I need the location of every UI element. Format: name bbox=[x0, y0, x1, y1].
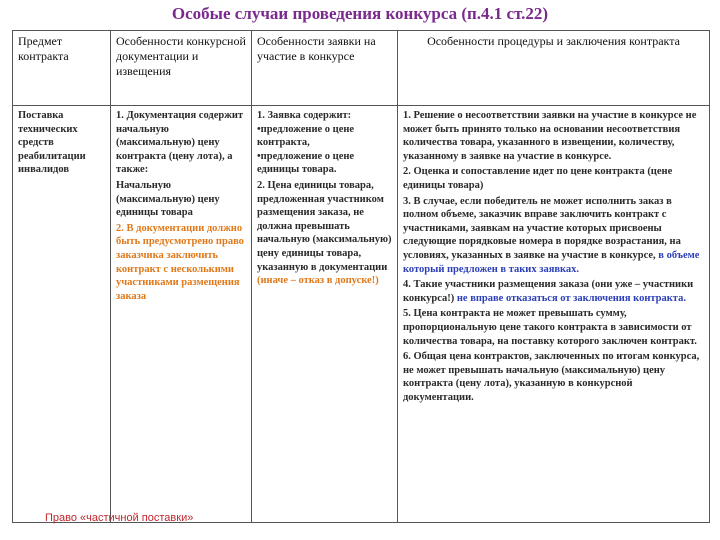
header-subject: Предмет контракта bbox=[13, 31, 111, 106]
app-bullet-unit: •предложение о цене единицы товара. bbox=[257, 150, 355, 176]
cell-application bbox=[252, 106, 398, 523]
doc-point-price: Начальную (максимальную) цену единицы товара bbox=[116, 179, 220, 219]
proc-point-2: 2. Оценка и сопоставление идет по цене контракта (цене единицы товара) bbox=[403, 166, 673, 191]
header-documentation: Особенности конкурсной документации и извещения bbox=[111, 31, 252, 106]
cell-subject: Поставка технических средств реабилитации инвалидов bbox=[13, 106, 111, 523]
proc-point-4 bbox=[403, 278, 704, 305]
doc-point-2: 2. В документации должно быть предусмотрено право заказчика заключить контракт с несколькими участниками размещения заказа bbox=[116, 222, 244, 302]
doc-point-1: 1. Документация содержит начальную (максимальную) цену контракта (цену лота), а также: bbox=[116, 110, 244, 176]
proc-point-3 bbox=[403, 195, 704, 277]
proc-point-4-highlight: не вправе отказаться от заключения контракта. bbox=[456, 292, 686, 304]
app-point-2-text: 2. Цена единицы товара, предложенная участником размещения заказа, не должна превышать начальную (максимальную) цену единицы товара, указанную в документации bbox=[257, 179, 392, 273]
app-bullet-contract: •предложение о цене контракта, bbox=[257, 123, 355, 149]
partial-delivery-note: Право «частичной поставки» bbox=[45, 512, 194, 524]
header-procedure: Особенности процедуры и заключения контракта bbox=[398, 31, 710, 106]
proc-point-3-highlight: в объеме который предложен в таких заявках. bbox=[403, 249, 700, 275]
proc-point-3-text: 3. В случае, если победитель не может исполнить заказ в полном объеме, заказчик вправе заключить контракт с участниками, заявкам на участие которых присвоены следующие порядковые номера в порядке возрастания, на условиях, указанных в заявке на участие в конкурсе, bbox=[403, 195, 681, 261]
table-header-row bbox=[13, 31, 710, 106]
page-title: Особые случаи проведения конкурса (п.4.1 ст.22) bbox=[171, 4, 549, 23]
app-point-2-warning: (иначе – отказ в допуске!) bbox=[257, 275, 379, 287]
proc-point-1: 1. Решение о несоответствии заявки на участие в конкурсе не может быть принято только на основании несоответствия количества товара, указанного в извещении, количеству, указанному в заявке на участие в конкурсе. bbox=[403, 110, 697, 162]
header-application: Особенности заявки на участие в конкурсе bbox=[252, 31, 398, 106]
proc-point-6: 6. Общая цена контрактов, заключенных по итогам конкурса, не может превышать начальную (максимальную) цену контракта (цену лота), указанную в конкурсной документации. bbox=[403, 351, 700, 403]
cell-documentation bbox=[111, 106, 252, 523]
proc-point-5: 5. Цена контракта не может превышать сумму, пропорциональную цене такого контракта в зависимости от количества товара, на поставку которого заключен контракт. bbox=[403, 308, 697, 347]
cell-procedure bbox=[398, 106, 710, 523]
app-point-1: 1. Заявка содержит: bbox=[257, 110, 352, 121]
special-cases-table bbox=[12, 30, 710, 523]
proc-point-4-text: 4. Такие участники размещения заказа (они уже – участники конкурса!) bbox=[403, 279, 694, 304]
app-point-2 bbox=[257, 179, 392, 288]
table-row bbox=[13, 106, 710, 523]
